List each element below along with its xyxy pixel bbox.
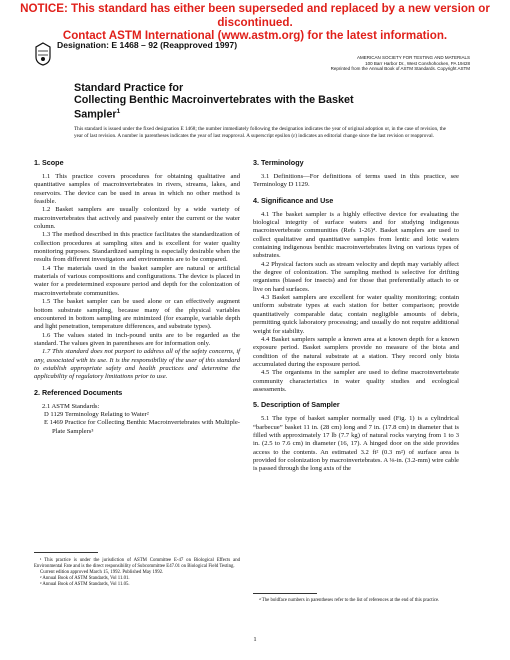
footnote-1b: Current edition approved March 15, 1992. Published May 1992.: [40, 570, 164, 576]
footnote-rule-right: [253, 593, 317, 594]
astm-logo-icon: [34, 42, 52, 66]
para-1-3: 1.3 The method described in this practice facilitates the standardization of collection procedures at sampling sites and is excellent for water quality monitoring purposes. Standardized sampling is especially desirable when the results from different investigators and environments are to be compared.: [34, 231, 240, 264]
para-1-1: 1.1 This practice covers procedures for obtaining qualitative and quantitative samples of macroinvertebrates in rivers, streams, lakes, and reservoirs. The device can be used in areas in which no other method is feasible.: [34, 173, 240, 206]
page-number: 1: [253, 636, 257, 643]
para-2-1: 2.1 ASTM Standards:: [42, 402, 100, 410]
footnote-4: ⁴ The boldface numbers in parentheses refer to the list of references at the end of this practice.: [259, 598, 440, 603]
heading-scope: 1. Scope: [34, 158, 64, 167]
heading-referenced-documents: 2. Referenced Documents: [34, 387, 123, 397]
notice-line-1: NOTICE: This standard has either been superseded and replaced by a new version or discontinued.: [20, 2, 490, 29]
society-address: 100 Barr Harbor Dr., West Conshohocken, PA 19428: [365, 60, 470, 66]
footnote-2: ² Annual Book of ASTM Standards, Vol 11.01.: [40, 576, 130, 582]
society-block: [331, 55, 470, 72]
ref-e1469: E 1469 Practice for Collecting Benthic Macroinvertebrates with Multiple-Plate Samplers³: [44, 419, 240, 435]
para-4-1: 4.1 The basket sampler is a highly effective device for evaluating the biological integrity of surface waters and for studying indigenous macroinvertebrate communities (Refs 1-26)⁴. Basket samplers are used to collect qualitative and quantitative samples from lentic and lotic waters containing indigenous benthic macroinvertebrates living on various types of substrates.: [253, 210, 459, 260]
para-4-3: 4.3 Basket samplers are excellent for water quality monitoring; contain uniform substrate types at each station for better comparison; provide quantitatively comparable data; contain negligible amounts of debris, permitting quick laboratory processing; and usually do not require additional weight for stability.: [253, 294, 459, 335]
notice-line-2: Contact ASTM International (www.astm.org) for the latest information.: [62, 29, 448, 42]
title-line-3: [74, 106, 434, 121]
footnotes-left: [34, 558, 240, 588]
supersede-notice: [0, 2, 510, 43]
para-1-5: 1.5 The basket sampler can be used alone or can effectively augment bottom substrate sampling, because many of the physical variables encountered in bottom sampling are minimized (for example, variable depth and light penetration, temperature differences, and substrate types).: [34, 298, 240, 331]
issuance-note: This standard is issued under the fixed designation E 1468; the number immediately following the designation indicates the year of original adoption or, in the case of revision, the year of last revision. A number in parentheses indicates the year of last reapproval. A superscript epsilon (ε) indicates an editorial change since the last revision or reapproval.: [74, 126, 446, 139]
heading-terminology: 3. Terminology: [253, 158, 304, 167]
para-4-2: 4.2 Physical factors such as stream velocity and depth may variably affect the degree of colonization. The sampling method is selective for drifting organisms (biased for insects) and for those that preferentially attach to or live on hard surfaces.: [253, 260, 459, 293]
title-line-2: Collecting Benthic Macroinvertebrates with the Basket: [74, 94, 354, 107]
right-column: [253, 158, 459, 474]
footnote-1: ¹ This practice is under the jurisdiction of ASTM Committee E-47 on Biological Effects and Environmental Fate and is the direct responsibility of Subcommittee E47.01 on Biological Field Testing.: [34, 558, 240, 570]
title-footnote-marker: 1: [116, 108, 121, 116]
para-1-6: 1.6 The values stated in inch-pound units are to be regarded as the standard. The values given in parentheses are for information only.: [34, 331, 240, 347]
para-4-4: 4.4 Basket samplers sample a known area at a known depth for a known exposure period. Basket samplers provide no measure of the biota and condition of the natural substrate at a station. They record only biota accumulated during the exposure period.: [253, 335, 459, 368]
society-name: AMERICAN SOCIETY FOR TESTING AND MATERIALS: [356, 55, 470, 60]
heading-description: 5. Description of Sampler: [253, 400, 340, 410]
footnotes-right: [253, 598, 459, 604]
para-4-5: 4.5 The organisms in the sampler are used to define macroinvertebrate community characteristics in water quality studies and ecological assessments.: [253, 369, 459, 393]
title-line-3-text: Sampler: [74, 109, 117, 121]
para-3-1: 3.1 Definitions—For definitions of terms used in this practice, see Terminology D 1129.: [253, 173, 459, 189]
footnote-rule-left: [34, 552, 98, 553]
title-line-1: Standard Practice for: [74, 82, 184, 94]
left-column: [34, 158, 240, 436]
para-1-2: 1.2 Basket samplers are usually colonized by a wide variety of macroinvertebrates that actively and passively enter the current or the water column.: [34, 206, 240, 231]
para-1-7: [34, 348, 240, 381]
para-5-1: 5.1 The type of basket sampler normally used (Fig. 1) is a cylindrical “barbecue” basket 11 in. (28 cm) long and 7 in. (17.8 cm) in diameter that is filled with approximately 17 lb (7.7 kg) of natural rocks varying from 1 to 3 in. (2.5 to 7.6 cm) in diameter (16, 17). A hinged door on the side provides access to the contents. An estimated 3.2 ft² (0.3 m²) of surface area is provided for colonization by macroinvertebrates. A ⅛-in. (3.2-mm) wire cable is passed through the long axis of the: [253, 415, 459, 473]
designation: Designation: E 1468 – 92 (Reapproved 1997): [57, 40, 238, 50]
heading-significance: 4. Significance and Use: [253, 195, 334, 205]
para-1-7-text: 1.7 This standard does not purport to address all of the safety concerns, if any, associated with its use. It is the responsibility of the user of this standard to establish appropriate safety and health practices and determine the applicability of regulatory limitations prior to use.: [34, 348, 240, 381]
ref-d1129: D 1129 Terminology Relating to Water²: [44, 410, 149, 418]
footnote-3: ³ Annual Book of ASTM Standards, Vol 11.05.: [40, 582, 130, 588]
para-1-4: 1.4 The materials used in the basket sampler are natural or artificial materials of various compositions and configurations. The device is placed in water for a predetermined exposure period and depth for the colonization of macroinvertebrate communities.: [34, 264, 240, 297]
page-title: [74, 82, 434, 121]
reprint-note: Reprinted from the Annual Book of ASTM Standards. Copyright ASTM: [330, 66, 470, 72]
